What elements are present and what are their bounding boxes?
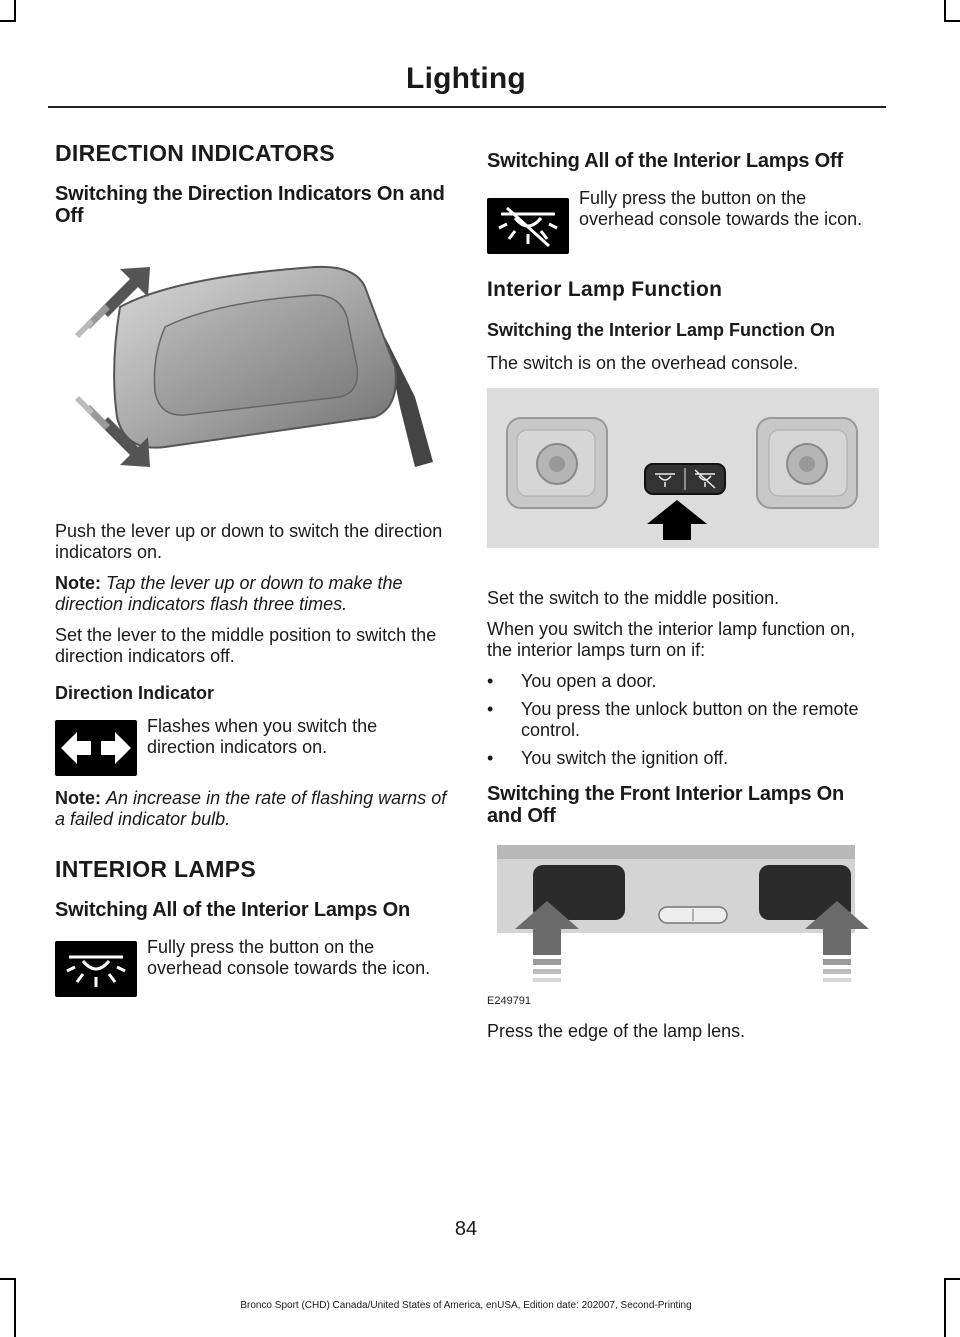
direction-indicator-row — [55, 716, 447, 776]
footer-text: Bronco Sport (CHD) Canada/United States of America, enUSA, Edition date: 202007, Second-Printing — [240, 1300, 692, 1311]
heading-front-lamps: Switching the Front Interior Lamps On and Off — [487, 783, 845, 827]
all-lamps-on-row — [55, 937, 447, 997]
note-tap-lever — [55, 573, 447, 615]
heading-all-lamps-on: Switching All of the Interior Lamps On — [55, 899, 411, 921]
mirror-lever-figure — [55, 247, 447, 497]
heading-switching-direction-indicators: Switching the Direction Indicators On and Off — [55, 183, 445, 227]
right-column — [487, 150, 879, 1052]
conditions-list — [487, 671, 879, 769]
heading-all-lamps-off: Switching All of the Interior Lamps Off — [487, 150, 843, 172]
crop-mark — [14, 0, 16, 20]
crop-mark — [0, 20, 16, 22]
paragraph-all-on: Fully press the button on the overhead console towards the icon. — [147, 937, 431, 978]
paragraph-when-on: When you switch the interior lamp function on, the interior lamps turn on if: — [487, 619, 856, 660]
front-lamps-illustration — [487, 845, 879, 995]
left-column — [55, 140, 447, 1009]
interior-lamp-off-icon — [487, 198, 569, 254]
heading-interior-lamps: INTERIOR LAMPS — [55, 856, 256, 882]
figure-code: E249791 — [487, 995, 532, 1007]
note-text: An increase in the rate of flashing warns of a failed indicator bulb. — [55, 788, 447, 829]
paragraph-switch-location: The switch is on the overhead console. — [487, 353, 799, 373]
direction-indicator-icon — [55, 720, 137, 776]
section-title: Lighting — [406, 62, 526, 95]
list-item: • You open a door. — [487, 671, 879, 692]
list-item: • You press the unlock button on the remote control. — [487, 699, 879, 741]
note-flashing-rate — [55, 788, 447, 830]
note-label: Note: — [55, 788, 101, 808]
paragraph-middle-position: Set the lever to the middle position to switch the direction indicators off. — [55, 625, 437, 666]
crop-mark — [944, 1278, 946, 1337]
page-number: 84 — [454, 1218, 478, 1240]
crop-mark — [944, 1278, 960, 1280]
list-item: • You switch the ignition off. — [487, 748, 879, 769]
header-rule — [48, 106, 886, 108]
heading-direction-indicators: DIRECTION INDICATORS — [55, 140, 335, 166]
overhead-console-illustration — [487, 388, 879, 548]
front-lamps-figure — [487, 845, 879, 1015]
paragraph-all-off: Fully press the button on the overhead console towards the icon. — [579, 188, 863, 229]
paragraph-flashes: Flashes when you switch the direction indicators on. — [147, 716, 378, 757]
overhead-console-figure — [487, 388, 879, 548]
note-text: Tap the lever up or down to make the direction indicators flash three times. — [55, 573, 403, 614]
heading-function-on: Switching the Interior Lamp Function On — [487, 320, 835, 340]
crop-mark — [944, 0, 946, 20]
paragraph-press-edge: Press the edge of the lamp lens. — [487, 1021, 746, 1041]
paragraph-set-middle: Set the switch to the middle position. — [487, 588, 780, 608]
crop-mark — [944, 20, 960, 22]
paragraph-push-lever: Push the lever up or down to switch the direction indicators on. — [55, 521, 443, 562]
crop-mark — [0, 1278, 16, 1280]
all-lamps-off-row — [487, 188, 879, 254]
heading-interior-lamp-function: Interior Lamp Function — [487, 278, 723, 301]
interior-lamp-on-icon — [55, 941, 137, 997]
heading-direction-indicator: Direction Indicator — [55, 683, 215, 703]
note-label: Note: — [55, 573, 101, 593]
mirror-lever-illustration — [55, 247, 447, 497]
